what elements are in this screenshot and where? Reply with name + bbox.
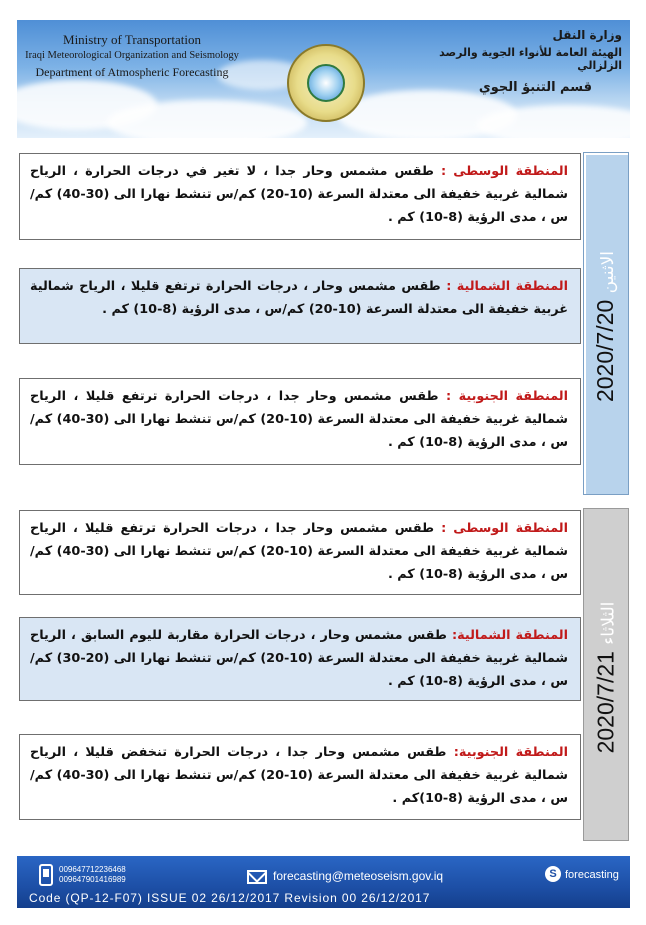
region-label: المنطقة الشمالية: — [452, 628, 568, 643]
day-2-weekday: الثلاثاء — [598, 601, 618, 645]
day-tab-2 — [583, 508, 629, 841]
organization-seal-icon — [287, 44, 365, 122]
ministry-name-ar: وزارة النقل — [552, 28, 622, 42]
day-tab-1 — [583, 152, 629, 495]
forecast-box-day2-north — [19, 617, 581, 701]
forecast-box-day2-south — [19, 734, 581, 820]
region-label: المنطقة الوسطى : — [441, 521, 568, 536]
forecast-box-day1-central — [19, 153, 581, 240]
region-label: المنطقة الجنوبية: — [453, 745, 568, 760]
arabic-org-name — [412, 28, 622, 95]
forecast-text: طقس مشمس وحار جدا ، درجات الحرارة ترتفع قليلا ، الرياح شمالية غربية خفيفة الى معتدلة السرعة (10-20) كم/س تنشط نهارا الى (30-40) كم/س ، مدى الرؤية (8-10) كم . — [30, 521, 568, 582]
forecast-text: طقس مشمس وحار ، درجات الحرارة مقاربة لليوم السابق ، الرياح شمالية غربية خفيفة الى معتدلة السرعة (10-20) كم/س تنشط نهارا الى (20-30) كم/س ، مدى الرؤية (8-10) كم . — [30, 628, 568, 689]
day-2-date: 2020/7/21 — [592, 651, 619, 754]
footer-bar — [17, 856, 630, 908]
ministry-name-en: Ministry of Transportation — [63, 32, 201, 47]
phone-number-1: 009647712236468 — [59, 865, 126, 874]
department-name-en: Department of Atmospheric Forecasting — [35, 65, 229, 79]
forecast-text: طقس مشمس وحار جدا ، درجات الحرارة ترتفع قليلا ، الرياح شمالية غربية خفيفة الى معتدلة السرعة (10-20) كم/س تنشط نهارا الى (30-40) كم/س ، مدى الرؤية (8-10) كم . — [30, 389, 568, 450]
day-1-date: 2020/7/20 — [592, 299, 619, 403]
contact-email: forecasting@meteoseism.gov.iq — [273, 869, 444, 883]
day-1-weekday: الاثنين — [598, 250, 618, 294]
forecast-text: طقس مشمس وحار جدا ، لا تغير في درجات الحرارة ، الرياح شمالية غربية خفيفة الى معتدلة السرعة (10-20) كم/س تنشط نهارا الى (30-40) كم/س ، مدى الرؤية (8-10) كم . — [30, 164, 568, 225]
phone-numbers — [59, 865, 126, 885]
english-org-name — [17, 32, 247, 80]
forecast-box-day1-south — [19, 378, 581, 465]
forecast-box-day2-central — [19, 510, 581, 595]
region-label: المنطقة الشمالية : — [446, 279, 568, 294]
envelope-icon — [247, 870, 267, 884]
organization-name-en: Iraqi Meteorological Organization and Seismology — [25, 50, 239, 61]
phone-number-2: 009647901416989 — [59, 875, 126, 884]
phone-icon — [39, 864, 53, 886]
department-name-ar: قسم التنبؤ الجوي — [478, 80, 592, 95]
forecast-box-day1-north — [19, 268, 581, 344]
region-label: المنطقة الجنوبية : — [446, 389, 568, 404]
forecast-text: طقس مشمس وحار جدا ، درجات الحرارة تنخفض قليلا ، الرياح شمالية غربية خفيفة الى معتدلة السرعة (10-20) كم/س تنشط نهارا الى (30-40) كم/س ، مدى الرؤية (8-10)كم . — [30, 745, 568, 806]
forecast-text: طقس مشمس وحار ، درجات الحرارة ترتفع قليلا ، الرياح شمالية غربية خفيفة الى معتدلة السرعة (10-20) كم/س ، مدى الرؤية (8-10) كم . — [30, 279, 568, 317]
document-code-line: Code (QP-12-F07) ISSUE 02 26/12/2017 Revision 00 26/12/2017 — [29, 891, 431, 905]
organization-name-ar: الهيئة العامة للأنواء الجوية والرصد الزلزالي — [439, 46, 622, 72]
skype-handle: forecasting — [565, 869, 619, 881]
letterhead-banner — [17, 20, 630, 138]
skype-icon: S — [545, 866, 561, 882]
region-label: المنطقة الوسطى : — [441, 164, 568, 179]
